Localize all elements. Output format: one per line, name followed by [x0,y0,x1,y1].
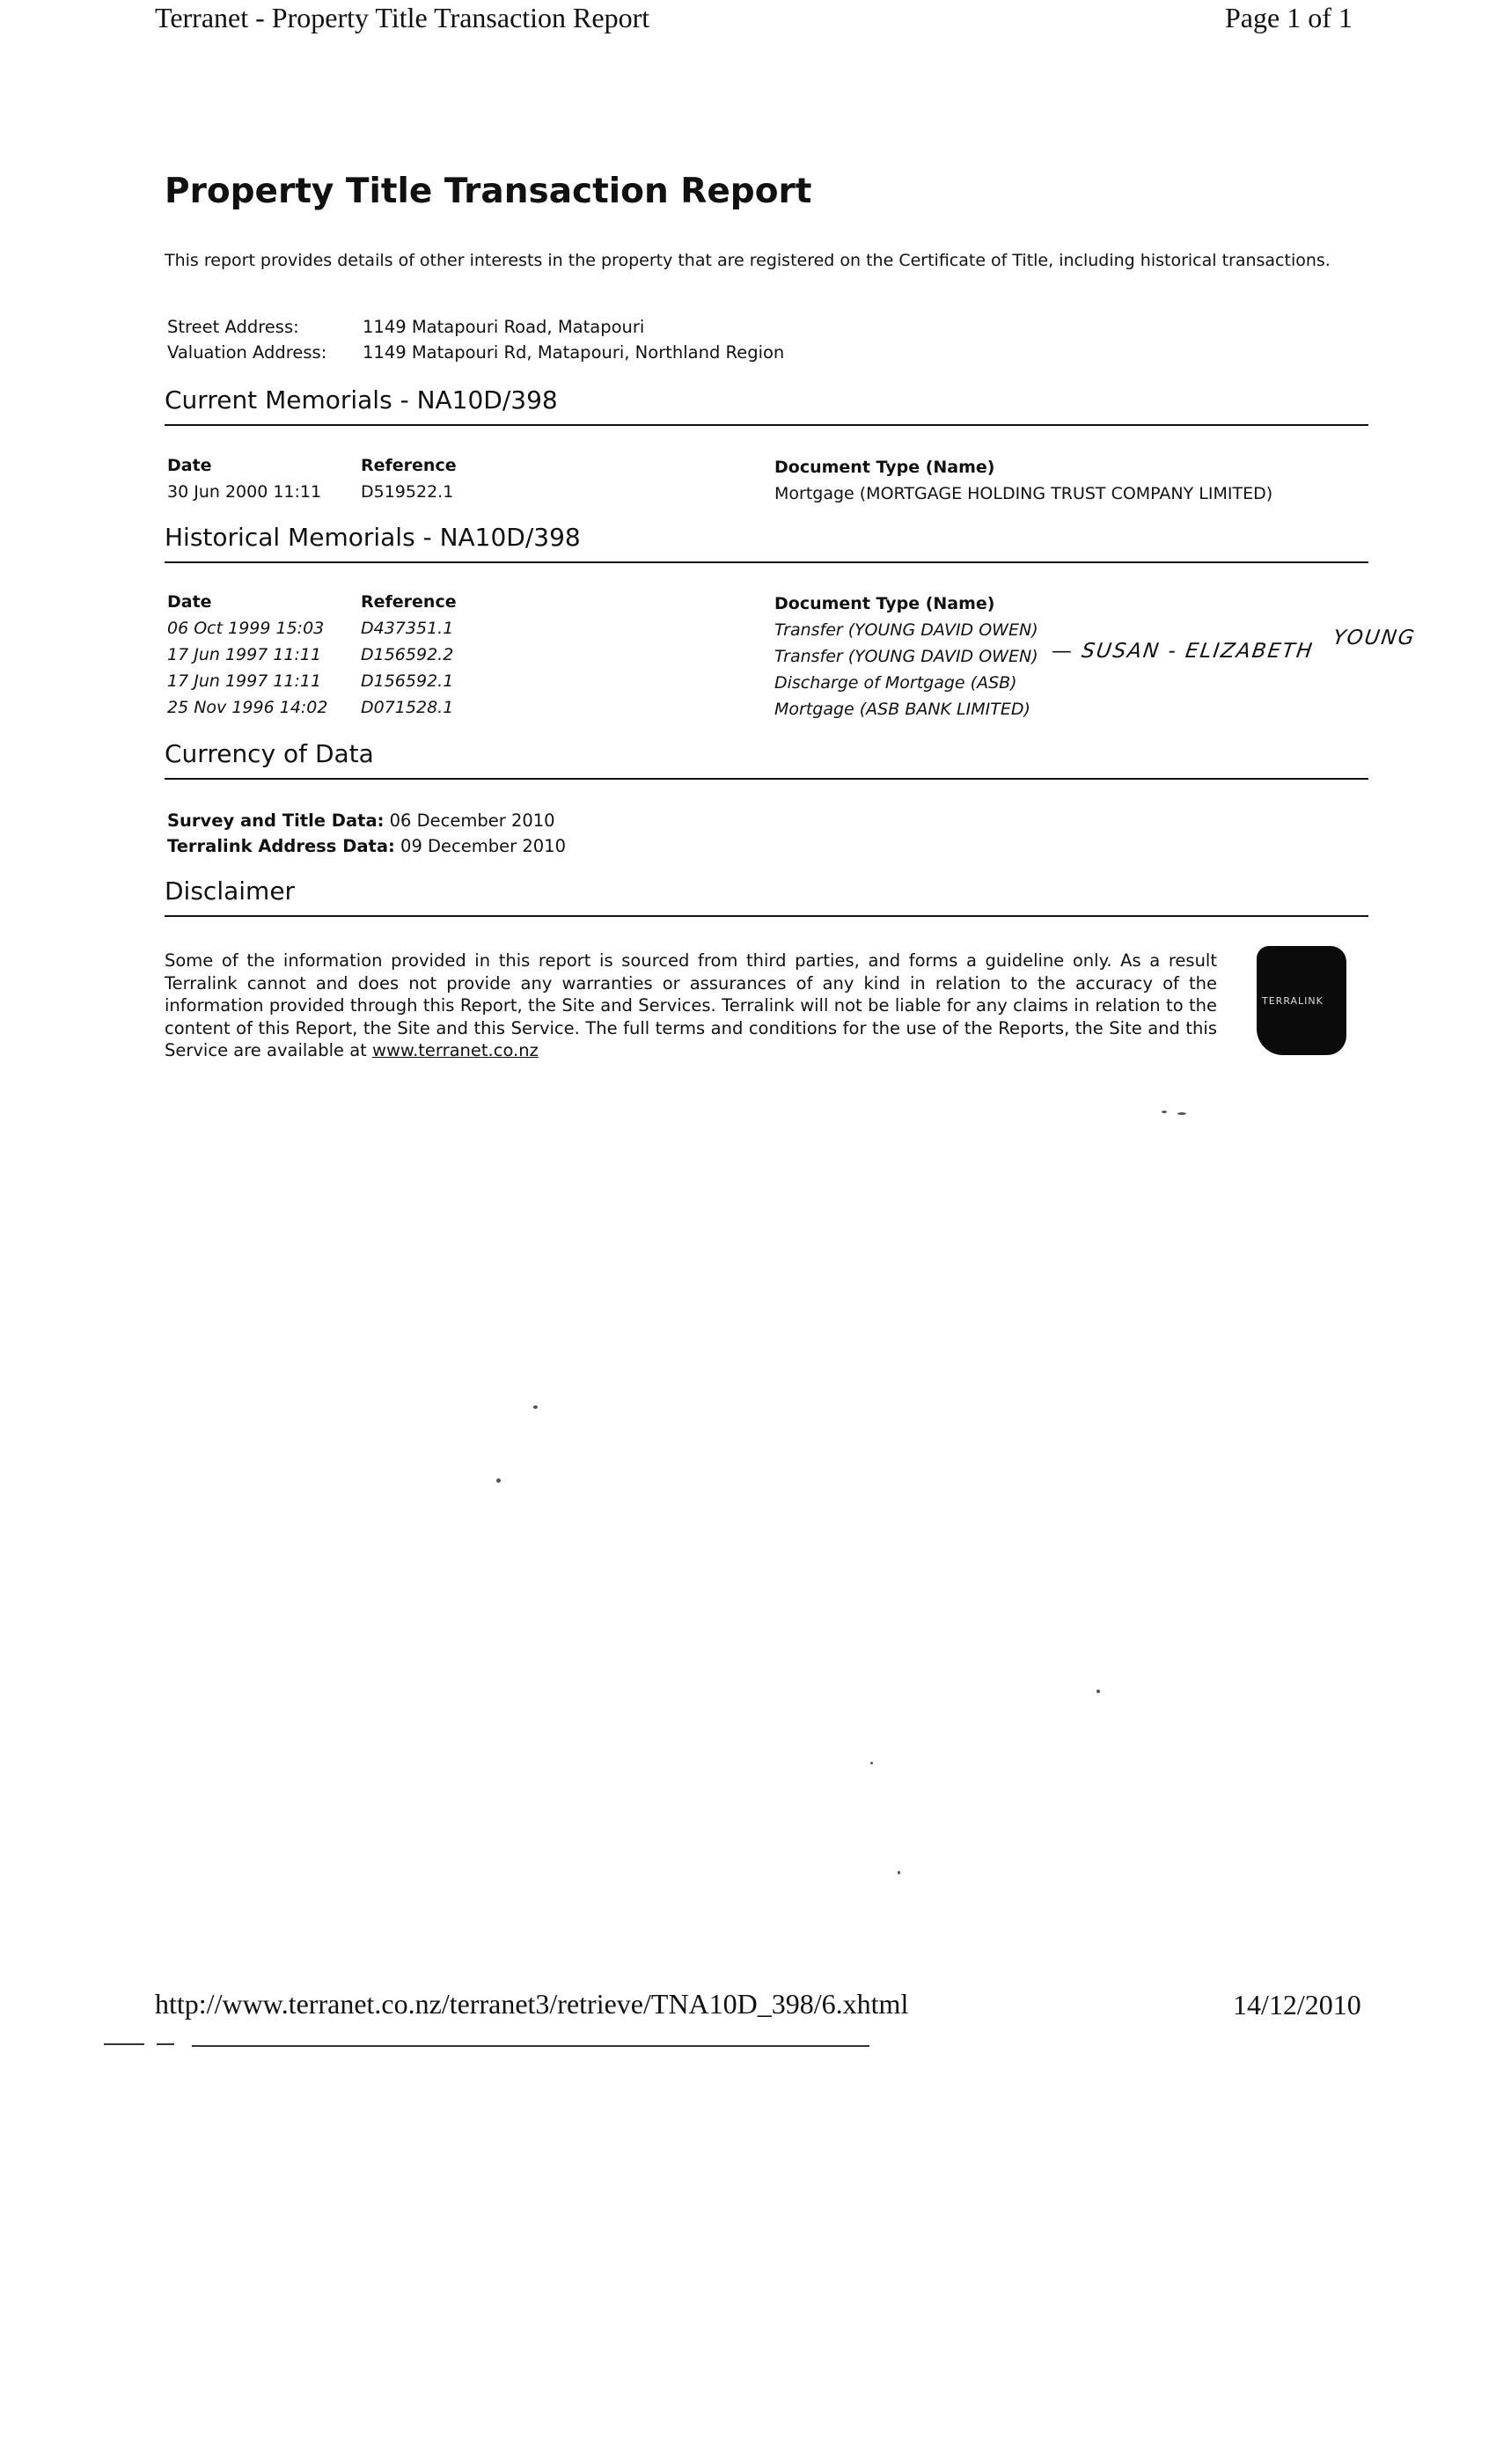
current-row-reference: D519522.1 [361,482,454,502]
address-data-label: Terralink Address Data: [167,836,395,856]
historical-row-date: 17 Jun 1997 11:11 [167,671,322,691]
print-footer-url: http://www.terranet.co.nz/terranet3/retrieve/TNA10D_398/6.xhtml [155,1988,909,2020]
scan-speck [870,1762,873,1764]
survey-data-label: Survey and Title Data: [167,810,385,831]
historical-row-doc-type: Discharge of Mortgage (ASB) [774,673,1017,693]
historical-col-date: Date [167,592,212,612]
disclaimer-text [165,950,1217,1062]
terranet-link[interactable]: www.terranet.co.nz [372,1040,539,1060]
valuation-address-label: Valuation Address: [167,342,327,363]
historical-row-reference: D437351.1 [361,619,454,638]
street-address-value: 1149 Matapouri Road, Matapouri [363,317,645,337]
print-footer-date: 14/12/2010 [1233,1989,1361,2020]
terralink-logo-text: TERRALINK [1262,995,1324,1007]
historical-memorials-rule [165,561,1368,563]
report-intro: This report provides details of other interests in the property that are registered on the Certificate of Title, including historical transactions. [165,251,1331,270]
scan-line [157,2043,174,2045]
historical-row-doc-type: Transfer (YOUNG DAVID OWEN) [774,647,1038,666]
historical-col-reference: Reference [361,592,457,612]
handwritten-note-last: YOUNG [1331,627,1418,649]
disclaimer-body: Some of the information provided in this report is sourced from third parties, and forms a guideline only. As a result Terralink cannot and does not provide any warranties or assurances of any kind in relation to the accuracy of the information provided through this Report, the Site and Services. Terralink will not be liable for any claims in relation to the content of this Report, the Site and this Service. The full terms and conditions for the use of the Reports, the Site and this Service are available at [165,950,1217,1060]
current-row-doc-type: Mortgage (MORTGAGE HOLDING TRUST COMPANY LIMITED) [774,484,1273,503]
currency-heading: Currency of Data [165,739,374,768]
scan-speck [898,1871,900,1874]
street-address-label: Street Address: [167,317,299,337]
historical-row-reference: D156592.1 [361,671,454,691]
current-col-reference: Reference [361,456,457,475]
scan-speck [496,1478,501,1483]
scan-line [104,2043,144,2045]
terralink-logo [1257,946,1346,1055]
disclaimer-heading: Disclaimer [165,876,296,906]
valuation-address-row [167,342,784,363]
historical-row-date: 06 Oct 1999 15:03 [167,619,325,638]
survey-data-value: 06 December 2010 [389,810,555,831]
historical-row-date: 25 Nov 1996 14:02 [167,698,328,717]
historical-memorials-heading: Historical Memorials - NA10D/398 [165,523,581,552]
current-col-doc-type: Document Type (Name) [774,458,995,477]
scan-speck [533,1405,538,1409]
scan-speck [1096,1690,1100,1693]
scan-speck [1177,1112,1186,1115]
current-memorials-rule [165,424,1368,426]
report-title: Property Title Transaction Report [165,172,812,211]
address-data-row [167,836,566,856]
valuation-address-value: 1149 Matapouri Rd, Matapouri, Northland Region [363,342,785,363]
disclaimer-rule [165,915,1368,917]
historical-row-doc-type: Transfer (YOUNG DAVID OWEN) [774,620,1038,640]
street-address-row [167,317,644,337]
current-memorials-heading: Current Memorials - NA10D/398 [165,385,558,414]
currency-rule [165,778,1368,780]
current-row-date: 30 Jun 2000 11:11 [167,482,322,502]
survey-data-row [167,810,555,831]
print-header-title: Terranet - Property Title Transaction Report [155,2,650,33]
historical-row-reference: D156592.2 [361,645,454,664]
historical-row-doc-type: Mortgage (ASB BANK LIMITED) [774,700,1030,719]
historical-row-date: 17 Jun 1997 11:11 [167,645,322,664]
handwritten-note-first: — SUSAN - ELIZABETH [1050,640,1316,663]
historical-row-reference: D071528.1 [361,698,454,717]
print-header-page: Page 1 of 1 [1225,2,1353,33]
current-col-date: Date [167,456,212,475]
historical-col-doc-type: Document Type (Name) [774,594,995,613]
scan-speck [1162,1111,1167,1113]
address-data-value: 09 December 2010 [400,836,566,856]
scan-line [192,2045,869,2047]
